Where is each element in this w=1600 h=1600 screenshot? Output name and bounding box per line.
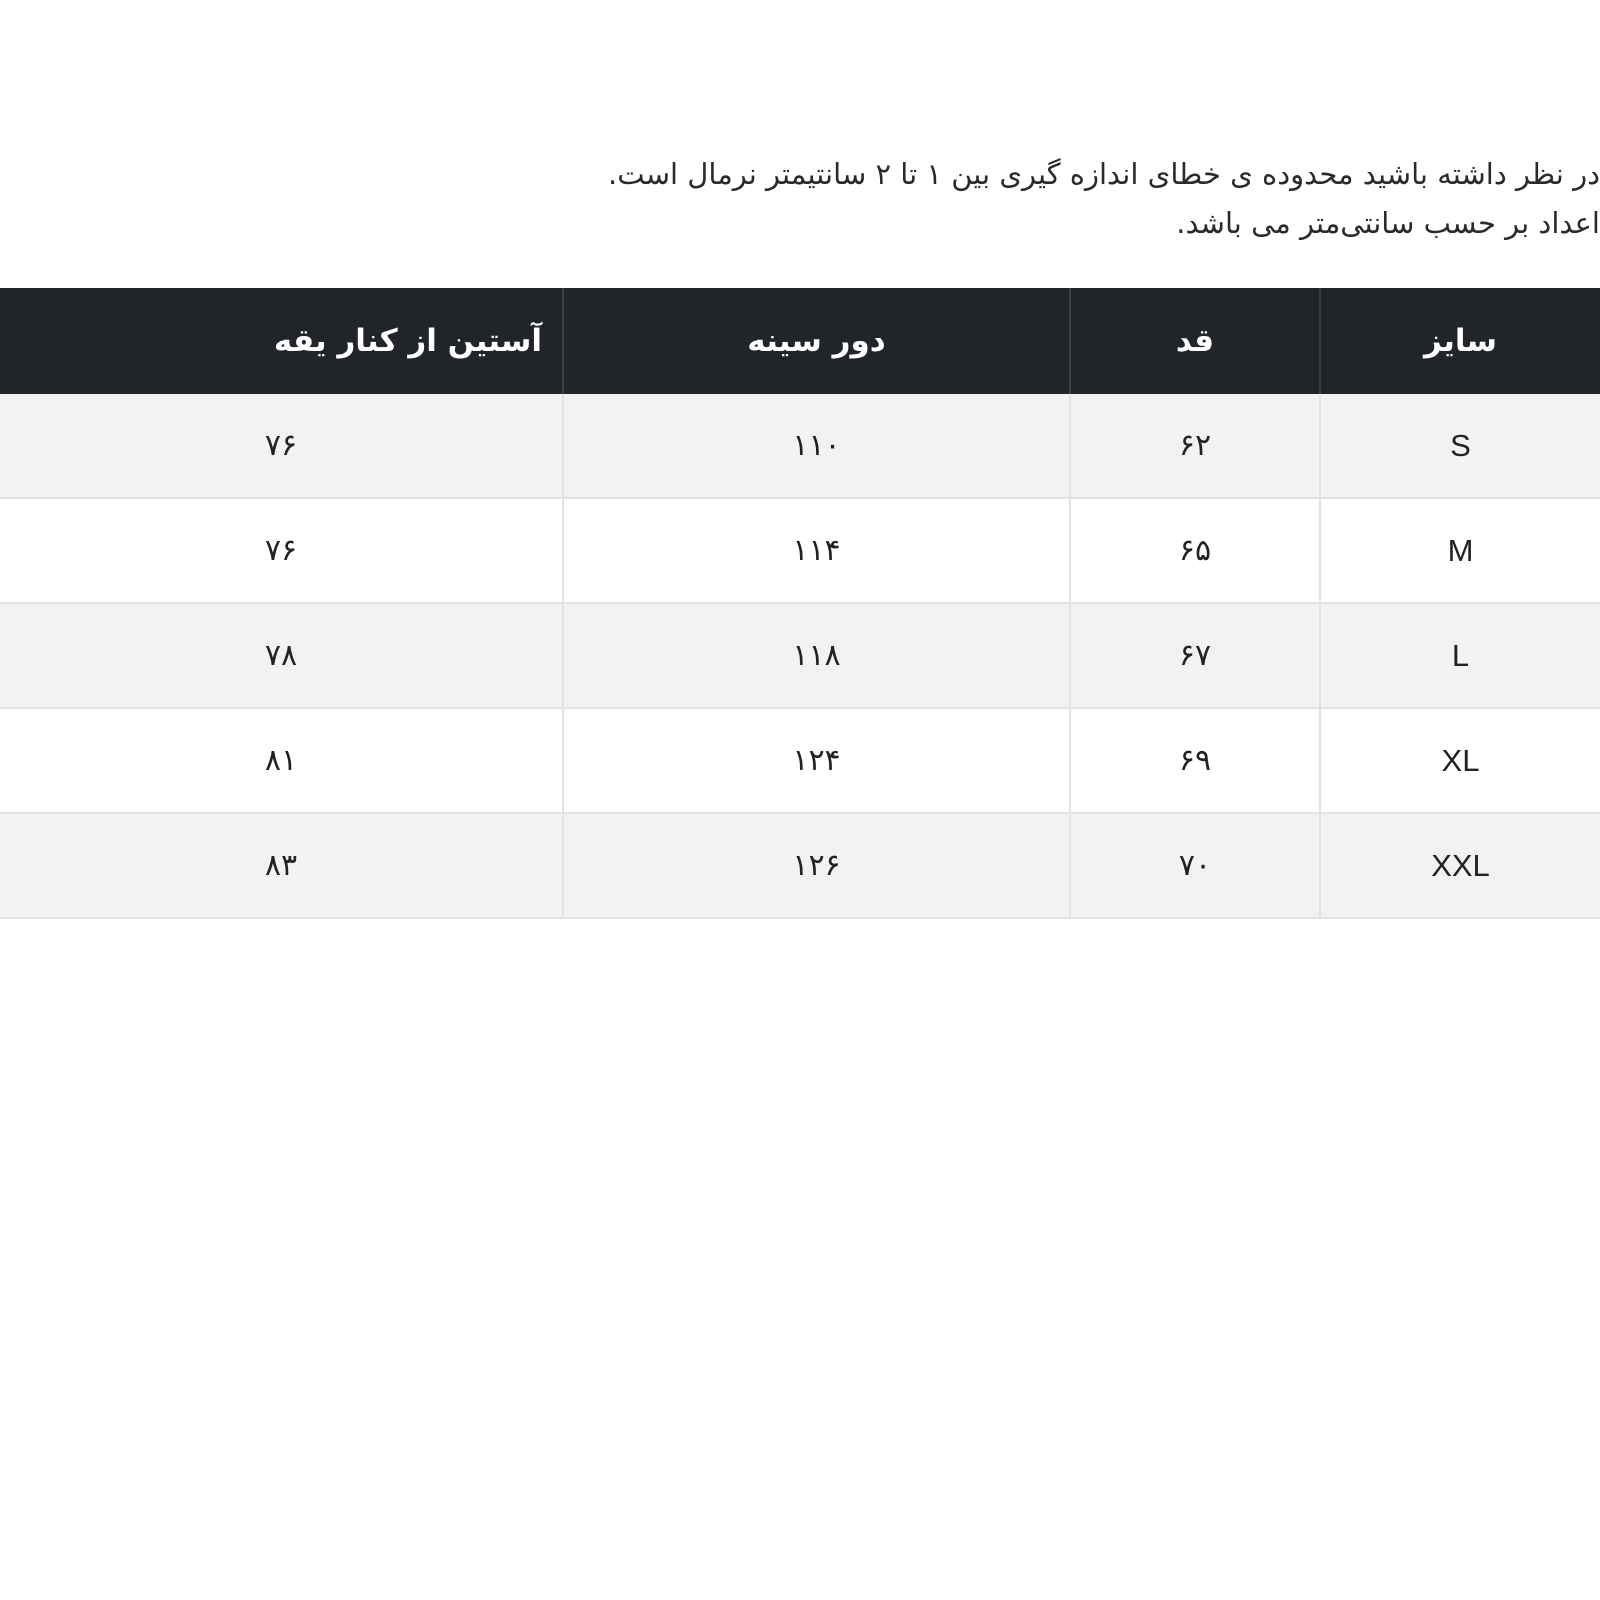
cell-size: L	[1320, 603, 1600, 708]
cell-chest: ۱۱۴	[563, 498, 1070, 603]
cell-length: ۶۷	[1070, 603, 1320, 708]
cell-sleeve: ۷۶	[0, 394, 563, 498]
cell-length: ۶۹	[1070, 708, 1320, 813]
cell-sleeve: ۸۱	[0, 708, 563, 813]
cell-sleeve: ۸۳	[0, 813, 563, 918]
measurement-notes	[0, 150, 1600, 248]
header-chest: دور سینه	[563, 288, 1070, 394]
table-row	[0, 498, 1600, 603]
cell-size: XL	[1320, 708, 1600, 813]
cell-sleeve: ۷۸	[0, 603, 563, 708]
header-sleeve: آستین از کنار یقه	[0, 288, 563, 394]
note-tolerance: در نظر داشته باشید محدوده ی خطای اندازه گیری بین ۱ تا ۲ سانتیمتر نرمال است.	[608, 157, 1600, 191]
header-size: سایز	[1320, 288, 1600, 394]
cell-length: ۶۲	[1070, 394, 1320, 498]
cell-chest: ۱۲۴	[563, 708, 1070, 813]
table-row	[0, 708, 1600, 813]
table-row	[0, 813, 1600, 918]
cell-chest: ۱۲۶	[563, 813, 1070, 918]
table-row	[0, 394, 1600, 498]
cell-sleeve: ۷۶	[0, 498, 563, 603]
table-header-row	[0, 288, 1600, 394]
cell-chest: ۱۱۸	[563, 603, 1070, 708]
header-length: قد	[1070, 288, 1320, 394]
cell-size: S	[1320, 394, 1600, 498]
cell-size: M	[1320, 498, 1600, 603]
cell-chest: ۱۱۰	[563, 394, 1070, 498]
size-chart-table	[0, 288, 1600, 919]
cell-size: XXL	[1320, 813, 1600, 918]
cell-length: ۷۰	[1070, 813, 1320, 918]
note-units: اعداد بر حسب سانتی‌متر می باشد.	[1176, 206, 1600, 240]
table-row	[0, 603, 1600, 708]
cell-length: ۶۵	[1070, 498, 1320, 603]
